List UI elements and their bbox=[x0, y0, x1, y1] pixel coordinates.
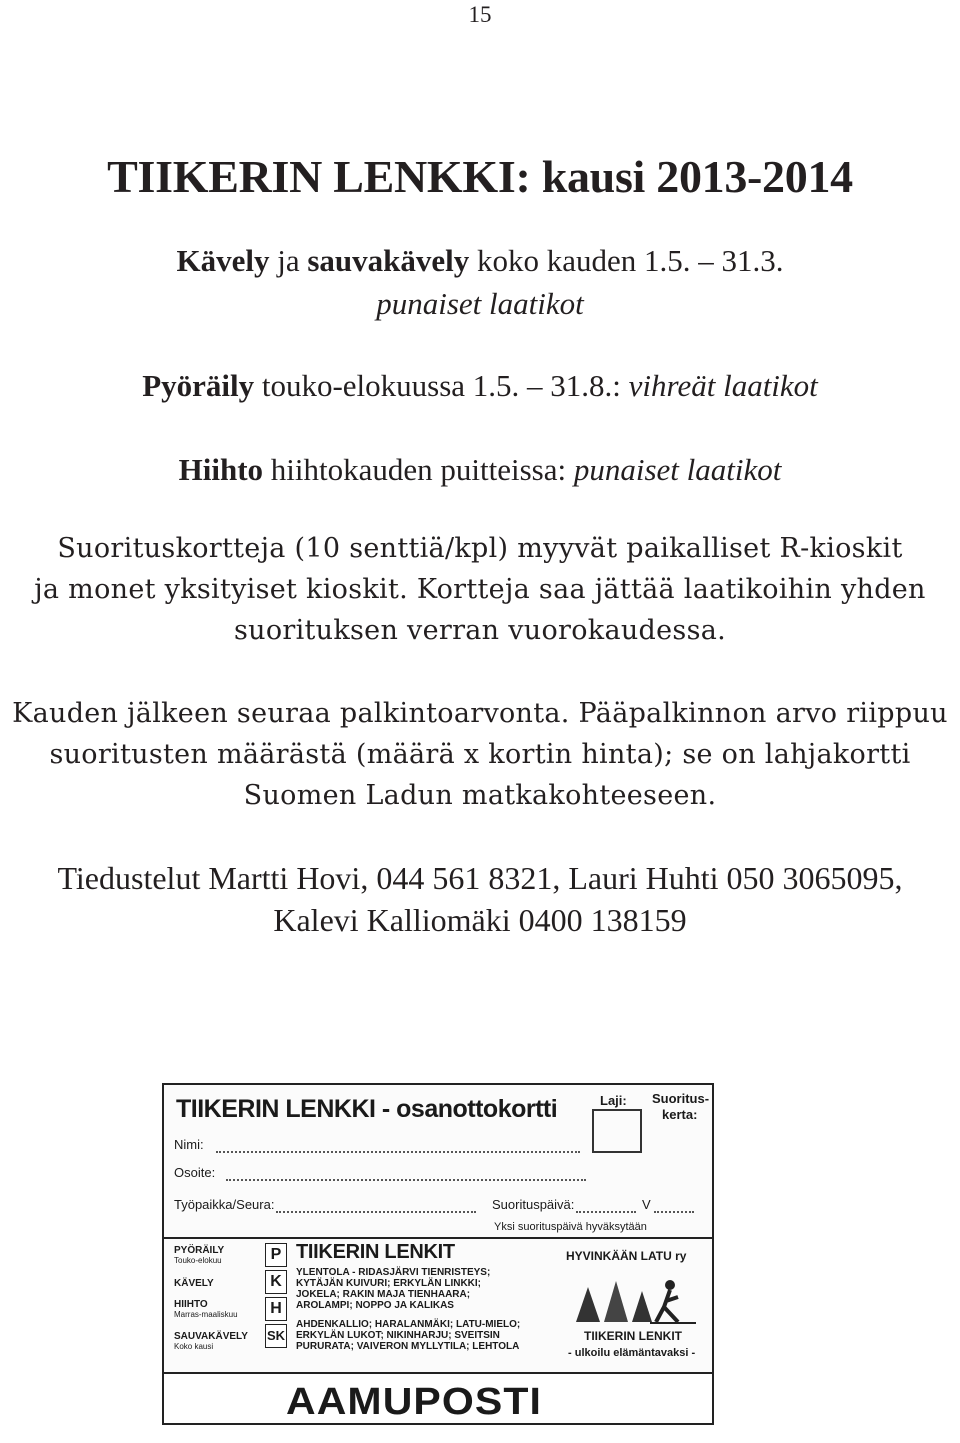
paragraph1-line1: Suorituskortteja (10 senttiä/kpl) myyvät paikalliset R-kioskit bbox=[57, 533, 903, 564]
cycling-season: touko-elokuussa 1.5. – 31.8.: bbox=[254, 368, 621, 403]
skiing-season: hiihtokauden puitteissa: bbox=[263, 452, 567, 487]
paragraph2-line1: Kauden jälkeen seuraa palkintoarvonta. Pääpalkinnon arvo riippuu bbox=[12, 698, 948, 729]
card-sport-walking: KÄVELY bbox=[174, 1278, 214, 1289]
page-title: TIIKERIN LENKKI: kausi 2013-2014 bbox=[107, 151, 853, 202]
card-club-slogan: - ulkoilu elämäntavaksi - bbox=[568, 1347, 696, 1359]
card-laji-box bbox=[592, 1109, 642, 1153]
card-route-4: AROLAMPI; NOPPO JA KALIKAS bbox=[296, 1300, 454, 1311]
card-box-k: K bbox=[265, 1270, 287, 1294]
card-field-address-line bbox=[226, 1179, 586, 1181]
card-field-date-label: Suorituspäivä: bbox=[492, 1197, 575, 1212]
page-number: 15 bbox=[468, 2, 492, 27]
card-route-6: ERKYLÄN LUKOT; NIKINHARJU; SVEITSIN bbox=[296, 1330, 500, 1341]
walking-line bbox=[0, 243, 960, 279]
walking-joiner: ja bbox=[269, 243, 308, 278]
card-field-work-label: Työpaikka/Seura: bbox=[174, 1197, 275, 1212]
card-route-7: PURURATA; VAIVERON MYLLYTILA; LEHTOLA bbox=[296, 1341, 520, 1352]
nordic-walking-label: sauvakävely bbox=[307, 243, 470, 278]
card-field-name-line bbox=[216, 1151, 580, 1153]
card-route-3: JOKELA; RAKIN MAJA TIENHAARA; bbox=[296, 1289, 471, 1300]
walking-season: koko kauden 1.5. – 31.3. bbox=[469, 243, 784, 278]
card-route-2: KYTÄJÄN KUIVURI; ERKYLÄN LINKKI; bbox=[296, 1278, 481, 1289]
paragraph2-line3: Suomen Ladun matkakohteeseen. bbox=[243, 780, 717, 811]
skiing-note: punaiset laatikot bbox=[566, 452, 782, 487]
card-sport-nordic-sub: Koko kausi bbox=[174, 1342, 214, 1351]
card-route-5: AHDENKALLIO; HARALANMÄKI; LATU-MIELO; bbox=[296, 1319, 521, 1330]
card-title: TIIKERIN LENKKI - osanottokortti bbox=[176, 1095, 558, 1123]
walking-note: punaiset laatikot bbox=[376, 286, 584, 321]
card-sponsor-logo: AAMUPOSTI bbox=[286, 1381, 542, 1423]
card-sport-skiing: HIIHTO bbox=[174, 1299, 208, 1310]
card-club-logo-title: TIIKERIN LENKIT bbox=[584, 1329, 682, 1343]
contacts-line1: Tiedustelut Martti Hovi, 044 561 8321, Lauri Huhti 050 3065095, bbox=[57, 860, 903, 896]
card-field-date-line bbox=[576, 1211, 636, 1213]
contacts-line2: Kalevi Kalliomäki 0400 138159 bbox=[273, 902, 687, 938]
card-suoritus-label-1: Suoritus- bbox=[652, 1091, 710, 1106]
cycling-line bbox=[0, 368, 960, 404]
card-sport-nordic: SAUVAKÄVELY bbox=[174, 1331, 248, 1342]
card-date-note: Yksi suorituspäivä hyväksytään bbox=[494, 1221, 647, 1233]
card-routes-title: TIIKERIN LENKIT bbox=[296, 1241, 455, 1263]
cycling-label: Pyöräily bbox=[142, 368, 255, 403]
card-divider bbox=[164, 1237, 712, 1239]
card-sport-cycling-sub: Touko-elokuu bbox=[174, 1256, 222, 1265]
skiing-line bbox=[0, 452, 960, 488]
card-field-name-label: Nimi: bbox=[174, 1137, 204, 1152]
card-field-address-label: Osoite: bbox=[174, 1165, 216, 1180]
card-club-name: HYVINKÄÄN LATU ry bbox=[566, 1249, 687, 1263]
card-box-sk: SK bbox=[265, 1324, 287, 1348]
participation-card bbox=[162, 1083, 714, 1425]
card-box-p: P bbox=[265, 1243, 287, 1267]
card-date-suffix: V bbox=[642, 1197, 651, 1212]
paragraph1-line2: ja monet yksityiset kioskit. Kortteja saa jättää laatikoihin yhden bbox=[34, 574, 926, 605]
card-laji-label: Laji: bbox=[600, 1093, 627, 1108]
card-route-1: YLENTOLA - RIDASJÄRVI TIENRISTEYS; bbox=[296, 1267, 491, 1278]
card-field-date-line-2 bbox=[654, 1211, 694, 1213]
card-box-h: H bbox=[265, 1297, 287, 1321]
skier-trees-icon bbox=[566, 1267, 706, 1327]
skiing-label: Hiihto bbox=[178, 452, 264, 487]
card-field-work-line bbox=[276, 1211, 476, 1213]
card-sport-skiing-sub: Marras-maaliskuu bbox=[174, 1310, 238, 1319]
walking-label: Kävely bbox=[176, 243, 270, 278]
card-suoritus-label-2: kerta: bbox=[662, 1107, 698, 1122]
paragraph2-line2: suoritusten määrästä (määrä x kortin hinta); se on lahjakortti bbox=[49, 739, 911, 770]
card-sport-cycling: PYÖRÄILY bbox=[174, 1245, 225, 1256]
cycling-note: vihreät laatikot bbox=[620, 368, 818, 403]
paragraph1-line3: suorituksen verran vuorokaudessa. bbox=[233, 615, 727, 646]
